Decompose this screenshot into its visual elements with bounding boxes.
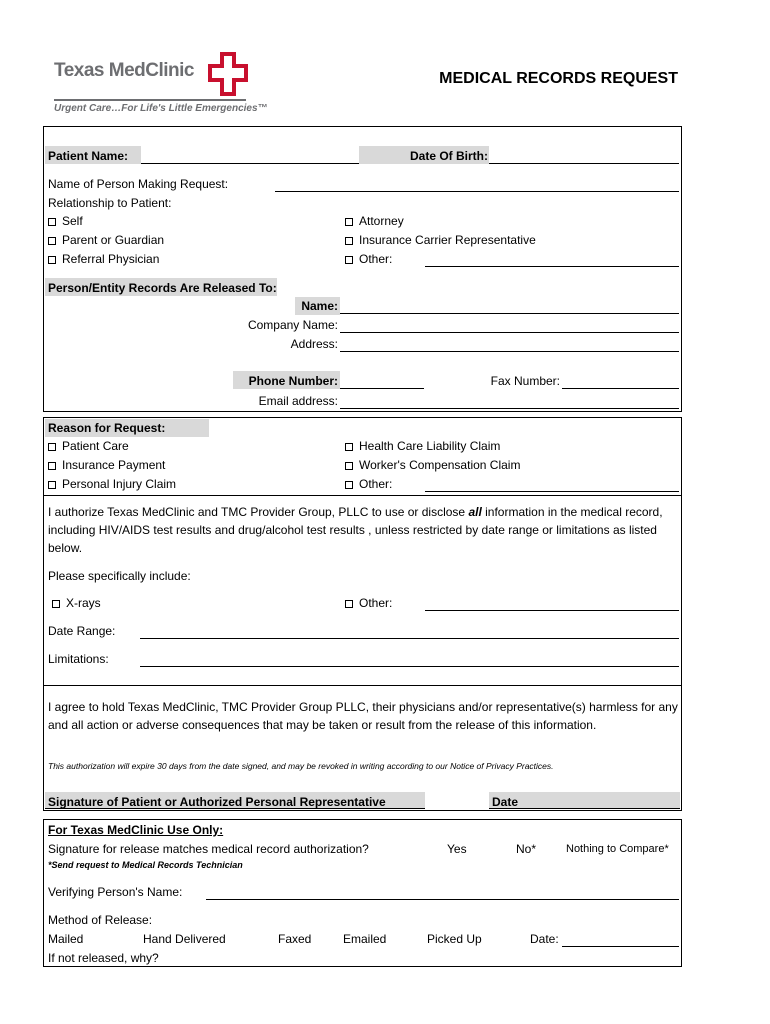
authorization-text: I authorize Texas MedClinic and TMC Provider Group, PLLC to use or disclose all information in the medical record, including HIV/AIDS test results and drug/alcohol test results , unless restricted by date range or limitations as listed below. xyxy=(48,505,663,555)
reason-liability-option[interactable]: Health Care Liability Claim xyxy=(345,439,500,453)
email-field[interactable] xyxy=(340,408,679,409)
no-option[interactable]: No* xyxy=(516,842,537,856)
address-label: Address: xyxy=(290,337,338,351)
patient-name-field[interactable] xyxy=(141,163,359,164)
send-note: *Send request to Medical Records Technician xyxy=(48,860,243,870)
requester-field[interactable] xyxy=(275,191,679,192)
release-name-label: Name: xyxy=(301,299,338,313)
checkbox[interactable] xyxy=(52,600,60,608)
hold-harmless-text: I agree to hold Texas MedClinic, TMC Provider Group PLLC, their physicians and/or representative(s) harmless for any and all action or adverse consequences that may be taken or result from the release of this information. xyxy=(48,700,678,732)
medical-cross-icon xyxy=(208,52,248,96)
fax-label: Fax Number: xyxy=(490,374,560,388)
reason-section-label: Reason for Request: xyxy=(48,421,166,435)
checkbox[interactable] xyxy=(48,481,56,489)
company-label: Company Name: xyxy=(247,318,338,332)
nothing-compare-option[interactable]: Nothing to Compare* xyxy=(566,843,669,855)
office-section-label: For Texas MedClinic Use Only: xyxy=(48,823,224,837)
release-date-label: Date: xyxy=(530,932,559,946)
not-released-label: If not released, why? xyxy=(48,951,159,965)
checkbox[interactable] xyxy=(345,481,353,489)
logo-text: Texas MedClinic xyxy=(54,60,194,81)
signature-field[interactable] xyxy=(45,808,425,809)
limitations-field[interactable] xyxy=(140,666,679,667)
checkbox[interactable] xyxy=(48,218,56,226)
sig-date-label: Date xyxy=(492,795,519,809)
release-name-field[interactable] xyxy=(340,313,679,314)
phone-label: Phone Number: xyxy=(248,374,338,388)
reason-injury-option[interactable]: Personal Injury Claim xyxy=(48,477,176,491)
checkbox[interactable] xyxy=(345,218,353,226)
rel-other-option[interactable]: Other: xyxy=(345,252,392,266)
rel-insurance-option[interactable]: Insurance Carrier Representative xyxy=(345,233,536,247)
verifying-label: Verifying Person's Name: xyxy=(48,885,183,899)
emailed-option[interactable]: Emailed xyxy=(343,932,387,946)
form-title: MEDICAL RECORDS REQUEST xyxy=(439,70,678,87)
date-range-field[interactable] xyxy=(140,638,679,639)
rel-attorney-option[interactable]: Attorney xyxy=(345,214,404,228)
reason-insurance-option[interactable]: Insurance Payment xyxy=(48,458,165,472)
email-label: Email address: xyxy=(258,394,338,408)
address-field[interactable] xyxy=(340,351,679,352)
checkbox[interactable] xyxy=(48,462,56,470)
rel-referral-option[interactable]: Referral Physician xyxy=(48,252,159,266)
fax-field[interactable] xyxy=(562,388,679,389)
release-date-field[interactable] xyxy=(562,946,679,947)
company-field[interactable] xyxy=(340,332,679,333)
picked-up-option[interactable]: Picked Up xyxy=(427,932,482,946)
date-range-label: Date Range: xyxy=(48,624,116,638)
xrays-option[interactable]: X-rays xyxy=(52,596,101,610)
checkbox[interactable] xyxy=(345,237,353,245)
mailed-option[interactable]: Mailed xyxy=(48,932,84,946)
checkbox[interactable] xyxy=(48,256,56,264)
rel-other-field[interactable] xyxy=(425,266,679,267)
include-other-option[interactable]: Other: xyxy=(345,596,392,610)
limitations-label: Limitations: xyxy=(48,652,109,666)
release-section-label: Person/Entity Records Are Released To: xyxy=(48,281,277,295)
tagline: Urgent Care…For Life's Little Emergencies™ xyxy=(54,103,268,114)
divider xyxy=(44,495,681,496)
sig-match-question: Signature for release matches medical record authorization? xyxy=(48,842,369,856)
logo xyxy=(54,52,254,98)
dob-label: Date Of Birth: xyxy=(410,149,488,163)
divider xyxy=(44,685,681,686)
checkbox[interactable] xyxy=(48,443,56,451)
checkbox[interactable] xyxy=(345,256,353,264)
method-label: Method of Release: xyxy=(48,913,153,927)
rel-parent-option[interactable]: Parent or Guardian xyxy=(48,233,164,247)
faxed-option[interactable]: Faxed xyxy=(278,932,312,946)
expiry-note: This authorization will expire 30 days from the date signed, and may be revoked in writing according to our Notice of Privacy Practices. xyxy=(48,761,554,771)
phone-field[interactable] xyxy=(340,388,424,389)
patient-name-label: Patient Name: xyxy=(48,149,129,163)
relationship-label: Relationship to Patient: xyxy=(48,196,172,210)
checkbox[interactable] xyxy=(345,443,353,451)
checkbox[interactable] xyxy=(345,600,353,608)
reason-patient-care-option[interactable]: Patient Care xyxy=(48,439,129,453)
sig-date-field[interactable] xyxy=(489,808,680,809)
patient-section xyxy=(43,126,682,412)
verifying-field[interactable] xyxy=(206,899,679,900)
reason-other-option[interactable]: Other: xyxy=(345,477,392,491)
checkbox[interactable] xyxy=(345,462,353,470)
include-label: Please specifically include: xyxy=(48,569,191,583)
hand-delivered-option[interactable]: Hand Delivered xyxy=(143,932,226,946)
requester-label: Name of Person Making Request: xyxy=(48,177,229,191)
reason-workers-comp-option[interactable]: Worker's Compensation Claim xyxy=(345,458,520,472)
dob-field[interactable] xyxy=(489,163,679,164)
checkbox[interactable] xyxy=(48,237,56,245)
logo-underline xyxy=(54,99,246,101)
rel-self-option[interactable]: Self xyxy=(48,214,83,228)
reason-other-field[interactable] xyxy=(425,491,679,492)
include-other-field[interactable] xyxy=(425,610,679,611)
signature-label: Signature of Patient or Authorized Personal Representative xyxy=(48,795,386,809)
yes-option[interactable]: Yes xyxy=(447,842,467,856)
